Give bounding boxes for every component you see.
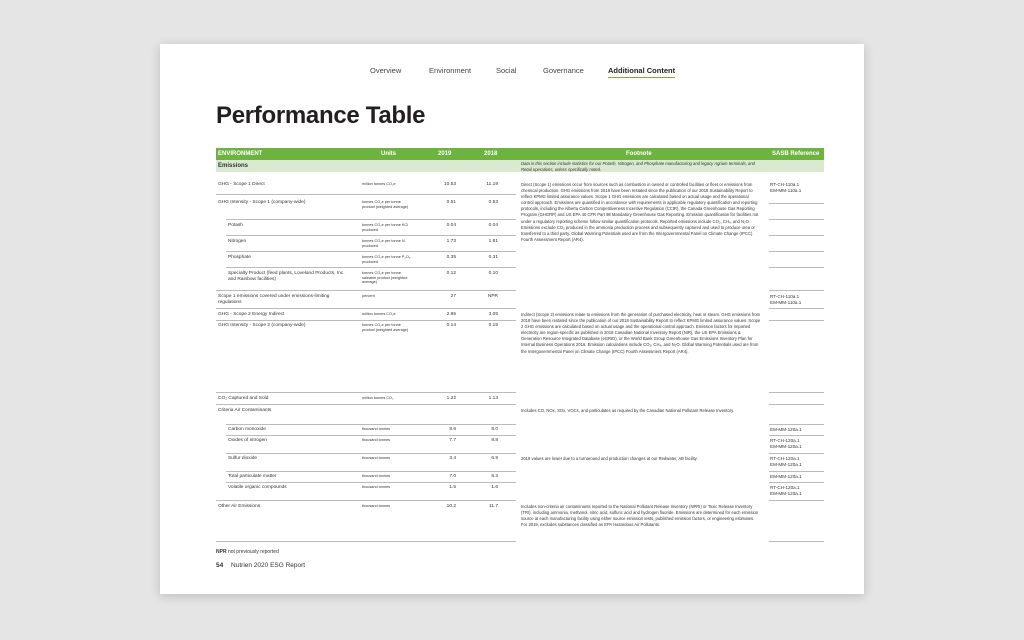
- header-environment: ENVIRONMENT: [218, 151, 263, 157]
- sasb-divider: [769, 500, 824, 501]
- row-2018: 0.53: [488, 200, 498, 205]
- sasb-ref: [770, 182, 824, 194]
- sasb-code: EM-MM-120a.1: [770, 443, 802, 449]
- page-footer: [216, 562, 305, 569]
- sasb-ref: [770, 485, 824, 497]
- row-unit: million tonnes CO₂: [362, 396, 394, 400]
- row-unit: million tonnes CO₂e: [362, 312, 396, 316]
- row-2019: 27: [450, 294, 456, 299]
- row-label: GHG - Scope 1 Direct: [218, 182, 265, 187]
- header-units: Units: [381, 151, 396, 157]
- row-label: Oxides of nitrogen: [228, 438, 267, 443]
- row-label: CO₂ Captured and Sold: [218, 396, 269, 401]
- row-2018: 0.15: [488, 323, 498, 328]
- nav-governance[interactable]: Governance: [543, 66, 584, 75]
- sasb-divider: [769, 392, 824, 393]
- row-unit: thousand tonnes: [362, 427, 391, 431]
- row-label: Other Air Emissions: [218, 504, 261, 509]
- page-title: Performance Table: [216, 102, 426, 129]
- row-divider: [216, 541, 516, 542]
- header-2019: 2019: [438, 151, 452, 157]
- row-unit: tonnes CO₂e per tonne saleable product (weighted average): [362, 271, 408, 285]
- row-label: GHG - Scope 2 Energy Indirect: [218, 312, 285, 317]
- row-divider: [226, 435, 516, 436]
- sasb-divider: [769, 267, 824, 268]
- sasb-divider: [769, 290, 824, 291]
- nav-environment[interactable]: Environment: [429, 66, 472, 75]
- nav-overview[interactable]: Overview: [370, 66, 402, 75]
- row-divider: [226, 424, 516, 425]
- row-2018: 0.31: [488, 255, 498, 260]
- section-title: Emissions: [218, 163, 249, 169]
- sasb-divider: [769, 404, 824, 405]
- row-divider: [216, 500, 516, 501]
- footnote-other: Includes non-criteria air contaminants reported to the National Pollutant Release Inventory (NPRI) or Toxic Release Inventory (TRI), including ammonia, methanol, nitric acid, sulfuric acid and hydrogen fluoride. Emissions are determined for each emission source at each manufacturing facility using either source emission tests, published emission factors, or engineering estimates. For 2019, excludes substances classified as EPA Hazardous Air Pollutants.: [521, 504, 759, 528]
- row-unit: tonnes CO₂e per tonne N produced: [362, 239, 405, 248]
- footnote-sulfur: 2019 values are lower due to a turnaround and production changes at our Redwater, AB facility.: [521, 456, 698, 461]
- report-name: Nutrien 2020 ESG Report: [231, 562, 306, 569]
- row-label: Volatile organic compounds: [228, 485, 287, 490]
- row-2018: 11.19: [486, 182, 498, 187]
- row-unit: tonnes CO₂e per tonne product (weighted average): [362, 200, 409, 209]
- sasb-code: EM-MM-120a.1: [770, 427, 802, 432]
- row-divider: [216, 392, 516, 393]
- row-label: Potash: [228, 223, 243, 228]
- row-divider: [226, 482, 516, 483]
- row-2019: 3.4: [449, 456, 456, 461]
- row-label: Carbon monoxide: [228, 427, 266, 432]
- row-label: Sulfur dioxide: [228, 456, 258, 461]
- row-2018: 6.9: [491, 456, 498, 461]
- footnote-scope1: Direct (Scope 1) emissions occur from sources such as combustion in owned or controlled facilities or fleet or emissions from chemical production. GHG emissions from 2018 have been restated since the publication of our 2018 Sustainability Report to reflect KPMG limited assurance values. Scope 1 GHG emissions are calculated based on actual usage and the operational control approach. Emissions are quantified in accordance with requirements in applicable regulatory quantification and reporting protocols, including the Alberta Carbon Competitiveness Incentive Regulation (CCIR), the Canada Greenhouse Gas Reporting Program (GHGRP) and US EPA 40 CFR Part 98 Mandatory Greenhouse Gas Reporting. Emission quantification for facilities not under a regulatory reporting scheme follow similar quantification protocols. Reported emissions include CO₂, CH₄, and N₂O. Emissions exclude CO₂ produced in the ammonia production process and subsequently captured and used to produce urea or transferred to a third party. Global Warming Potentials used are from the Intergovernmental Panel on Climate Change (IPCC) Fourth Assessment Report (AR4).: [521, 182, 759, 242]
- row-divider: [216, 320, 516, 321]
- row-2018: 8.0: [491, 427, 498, 432]
- sasb-ref: [770, 427, 824, 433]
- row-divider: [226, 235, 516, 236]
- sasb-divider: [769, 453, 824, 454]
- sasb-code: RT-CH-120a.1: [770, 485, 800, 490]
- row-label: Specialty Product (feed plants, Loveland Products, Inc. and Rainbow facilities): [228, 271, 345, 282]
- row-2019: 0.14: [446, 323, 456, 328]
- sasb-code: EM-MM-110a.1: [770, 187, 802, 193]
- row-2019: 10.53: [443, 182, 456, 187]
- sasb-code: EM-MM-110a.1: [770, 299, 802, 305]
- row-label: Phosphate: [228, 255, 251, 260]
- row-unit: thousand tonnes: [362, 474, 391, 478]
- header-footnote: Footnote: [626, 151, 652, 157]
- row-2018: 0.10: [488, 271, 498, 276]
- sasb-divider: [769, 424, 824, 425]
- row-divider: [216, 308, 516, 309]
- row-label: Criteria Air Contaminants: [218, 408, 272, 413]
- row-unit: tonnes CO₂e per tonne P₂O₅ produced: [362, 255, 411, 264]
- row-2018: 8.8: [491, 438, 498, 443]
- sasb-divider: [769, 251, 824, 252]
- sasb-code: EM-MM-120a.1: [770, 490, 802, 496]
- row-2019: 1.5: [449, 485, 456, 490]
- page-number: 54: [216, 562, 224, 569]
- row-2019: 0.12: [446, 271, 456, 276]
- row-2018: 11.7: [489, 504, 498, 509]
- row-unit: thousand tonnes: [362, 504, 391, 508]
- row-label: Scope 1 emissions covered under emissions-limiting regulations: [218, 294, 330, 305]
- npr-legend: [216, 549, 279, 555]
- row-2018: 0.04: [488, 223, 498, 228]
- sasb-ref: [770, 294, 824, 306]
- row-2018: 1.81: [488, 239, 498, 244]
- sasb-ref: [770, 474, 824, 480]
- sasb-divider: [769, 471, 824, 472]
- intro-note: Data in this section include statistics for our Potash, Nitrogen, and Phosphate manufacturing and legacy Agrium terminals, and Retail operations, unless specifically noted.: [521, 161, 756, 172]
- row-unit: tonnes CO₂e per tonne product (weighted average): [362, 323, 409, 332]
- sasb-divider: [769, 482, 824, 483]
- header-2018: 2018: [484, 151, 498, 157]
- row-unit: thousand tonnes: [362, 485, 391, 489]
- row-2019: 0.04: [446, 223, 456, 228]
- report-page: [160, 44, 864, 594]
- npr-text: not previously reported: [227, 549, 279, 555]
- sasb-divider: [769, 435, 824, 436]
- top-nav: [160, 66, 864, 80]
- row-unit: thousand tonnes: [362, 456, 391, 460]
- sasb-code: RT-CH-110a.1: [770, 182, 800, 187]
- footnote-criteria: Includes CO, NOx, SOx, VOCs, and particulates as required by the Canadian National Pollutant Release Inventory.: [521, 408, 735, 413]
- row-unit: percent: [362, 294, 375, 298]
- row-divider: [216, 404, 516, 405]
- row-2019: 7.0: [449, 474, 456, 479]
- sasb-code: RT-CH-120a.1: [770, 456, 800, 461]
- row-label: GHG Intensity - Scope 1 (company-wide): [218, 200, 306, 205]
- sasb-divider: [769, 203, 824, 204]
- sasb-divider: [769, 320, 824, 321]
- row-label: Total particulate matter: [228, 474, 277, 479]
- row-2018: NPR: [487, 294, 498, 299]
- row-2019: 0.51: [446, 200, 456, 205]
- sasb-ref: [770, 438, 824, 450]
- row-divider: [216, 290, 516, 291]
- sasb-code: EM-MM-120a.1: [770, 474, 802, 479]
- sasb-divider: [769, 219, 824, 220]
- row-divider: [226, 219, 516, 220]
- npr-abbr: NPR: [216, 549, 227, 555]
- row-label: GHG Intensity - Scope 2 (company-wide): [218, 323, 306, 328]
- row-2019: 7.7: [449, 438, 456, 443]
- row-2019: 0.35: [446, 255, 456, 260]
- row-unit: thousand tonnes: [362, 438, 391, 442]
- sasb-code: RT-CH-120a.1: [770, 438, 800, 443]
- sasb-divider: [769, 308, 824, 309]
- row-2018: 8.3: [491, 474, 498, 479]
- row-divider: [226, 267, 516, 268]
- row-unit: million tonnes CO₂e: [362, 182, 396, 186]
- row-unit: tonnes CO₂e per tonne KCl produced: [362, 223, 409, 232]
- row-2019: 10.2: [446, 504, 456, 509]
- footnote-scope2: Indirect (Scope 2) emissions relate to emissions from the generation of purchased electricity, heat or steam. GHG emissions from 2018 have been restated since the publication of our 2018 Sustainability Report to reflect KPMG limited assurance values. Scope 2 GHG emissions are calculated based on actual usage and the operational control approach. Emission factors for imported electricity are region-specific as published in 2018 Canadian National Inventory Report (NIR), the US EPA Emissions & Generation Resource Integrated Database (eGRID), or the World Bank Group Greenhouse Gas Emissions Inventory Plan for Internal Business Operations 2016. Emission calculations include CO₂, CH₄, and N₂O. Global Warming Potentials used are from the Intergovernmental Panel on Climate Change (IPCC) Fourth Assessment Report (AR4).: [521, 312, 761, 354]
- row-divider: [226, 251, 516, 252]
- sasb-code: EM-MM-120a.1: [770, 461, 802, 467]
- header-sasb: SASB Reference: [772, 151, 820, 157]
- sasb-ref: [770, 456, 824, 468]
- row-2019: 1.73: [446, 239, 456, 244]
- row-2019: 1.22: [446, 396, 456, 401]
- nav-additional-content[interactable]: Additional Content: [608, 66, 675, 78]
- row-2018: 3.05: [488, 312, 498, 317]
- row-label: Nitrogen: [228, 239, 247, 244]
- row-2019: 2.85: [446, 312, 456, 317]
- sasb-divider: [769, 541, 824, 542]
- row-2019: 8.6: [449, 427, 456, 432]
- nav-social[interactable]: Social: [496, 66, 517, 75]
- sasb-code: RT-CH-110a.1: [770, 294, 800, 299]
- table-header: [216, 148, 824, 160]
- row-2018: 1.13: [488, 396, 498, 401]
- row-divider: [216, 194, 516, 195]
- row-divider: [226, 471, 516, 472]
- row-divider: [226, 453, 516, 454]
- row-2018: 1.6: [491, 485, 498, 490]
- sasb-divider: [769, 235, 824, 236]
